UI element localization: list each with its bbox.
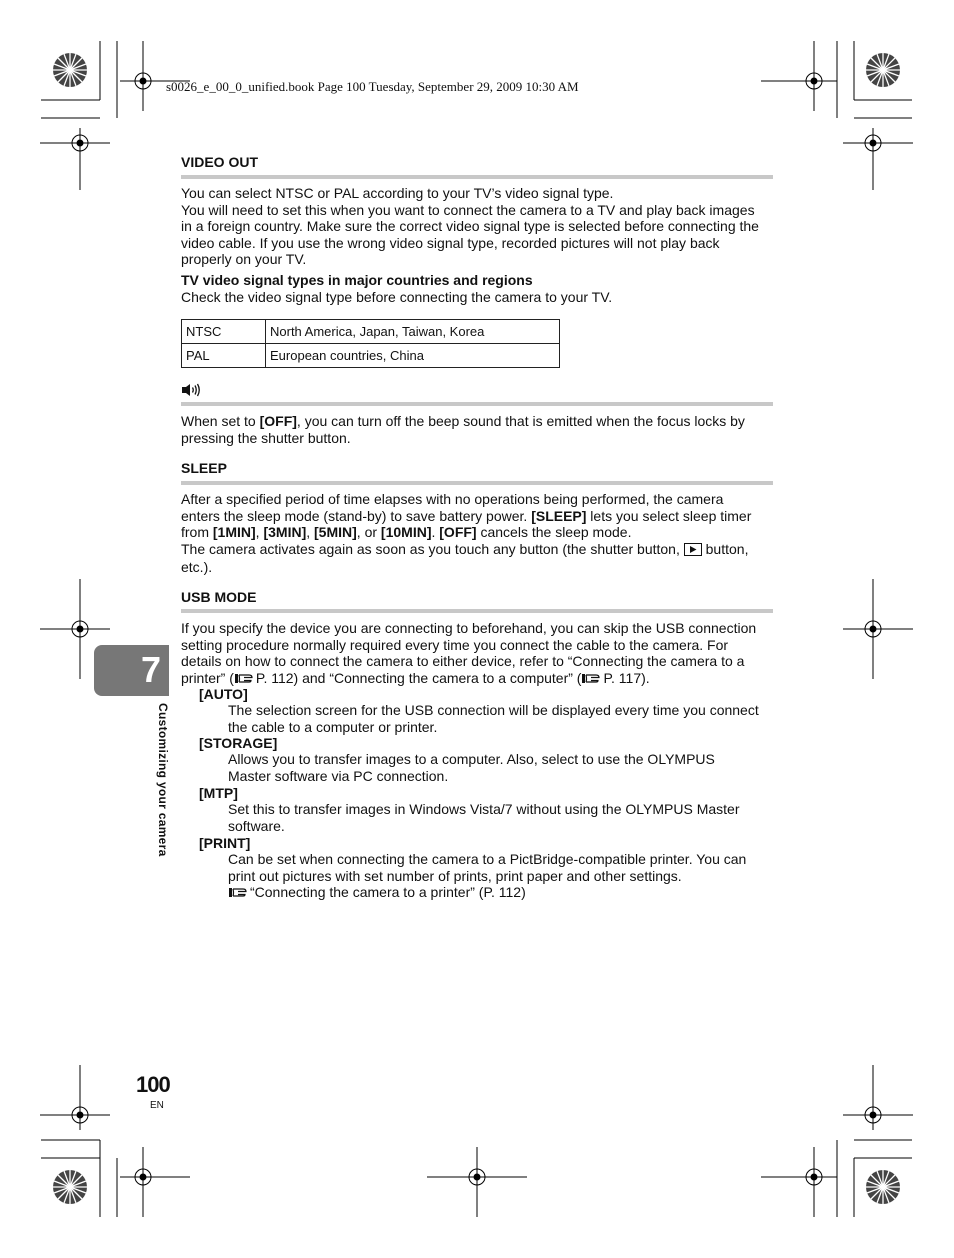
chapter-title: Customizing your camera: [156, 703, 170, 857]
book-info-line: s0026_e_00_0_unified.book Page 100 Tuesday, September 29, 2009 10:30 AM: [166, 79, 579, 94]
text-line: video cable. If you use the wrong video signal type, recorded pictures will not play back: [181, 234, 720, 251]
beep-sound-icon: [181, 383, 203, 402]
option-10min: [10MIN]: [380, 524, 432, 541]
option-5min: [5MIN]: [314, 524, 357, 541]
table-cell-regions: North America, Japan, Taiwan, Korea: [266, 320, 560, 344]
text-run: cancels the sleep mode.: [476, 524, 632, 541]
table-row: [182, 344, 560, 368]
text-line: Allows you to transfer images to a computer. Also, select to use the OLYMPUS: [228, 751, 715, 767]
text-line: You will need to set this when you want to connect the camera to a TV and play back images: [181, 201, 755, 218]
page-number: 100: [136, 1072, 170, 1097]
usb-option-auto-description: [228, 702, 778, 735]
option-off: [OFF]: [439, 524, 477, 541]
text-line: Can be set when connecting the camera to a PictBridge-compatible printer. You can: [228, 851, 747, 867]
signal-types-subheading: TV video signal types in major countries and regions: [181, 272, 533, 288]
page-reference-icon: [581, 672, 603, 689]
text-line: If you specify the device you are connecting to beforehand, you can skip the USB connection: [181, 620, 757, 636]
table-row: [182, 320, 560, 344]
section-heading-video-out: VIDEO OUT: [181, 154, 259, 170]
beep-description: [181, 413, 777, 446]
usb-option-mtp-label: [MTP]: [199, 785, 238, 801]
text-line: Set this to transfer images in Windows Vista/7 without using the OLYMPUS Master: [228, 801, 740, 817]
table-cell-type: NTSC: [182, 320, 266, 344]
text-run: from: [181, 524, 213, 541]
text-line: setting procedure normally required every time you connect the cable to the camera. For: [181, 636, 729, 653]
text-line: print out pictures with set number of prints, print paper and other settings.: [228, 867, 682, 884]
text-run: enters the sleep mode (stand-by) to save battery power.: [181, 507, 532, 524]
option-1min: [1MIN]: [212, 524, 256, 541]
text-run: , or: [356, 524, 381, 541]
section-heading-usb-mode: USB MODE: [181, 589, 257, 605]
text-line: the cable to a computer or printer.: [228, 718, 438, 735]
text-run: lets you select sleep timer: [586, 507, 752, 524]
text-line: After a specified period of time elapses with no operations being performed, the camera: [181, 491, 724, 507]
usb-option-storage-description: [228, 751, 778, 784]
playback-button-icon: [684, 543, 702, 560]
page-reference-icon: [228, 886, 250, 903]
section-rule: [181, 402, 773, 406]
text-line: You can select NTSC or PAL according to your TV’s video signal type.: [181, 185, 614, 201]
section-rule: [181, 481, 773, 485]
signal-types-note: Check the video signal type before connecting the camera to your TV.: [181, 289, 613, 305]
usb-mode-description: [181, 620, 777, 688]
text-run: button,: [701, 540, 749, 557]
signal-type-table: [181, 319, 560, 368]
text-line: details on how to connect the camera to either device, refer to “Connecting the camera to a: [181, 653, 745, 670]
usb-option-mtp-description: [228, 801, 778, 834]
text-run: .: [431, 524, 440, 541]
language-code: EN: [150, 1100, 164, 1111]
usb-option-auto-label: [AUTO]: [199, 686, 248, 702]
text-line: Master software via PC connection.: [228, 767, 449, 784]
text-run: ,: [255, 524, 264, 541]
text-line: etc.).: [181, 559, 213, 576]
chapter-tab: [94, 645, 169, 696]
print-reference: “Connecting the camera to a printer” (P. 112): [250, 884, 526, 901]
section-heading-sleep: SLEEP: [181, 460, 227, 476]
text-run: ,: [306, 524, 315, 541]
section-rule: [181, 175, 773, 179]
usb-option-print-description: [228, 851, 778, 903]
text-line: properly on your TV.: [181, 251, 307, 268]
video-out-description: [181, 185, 777, 268]
option-3min: [3MIN]: [263, 524, 307, 541]
text-run: printer” (: [181, 669, 234, 686]
text-run: P. 112) and “Connecting the camera to a computer” (: [255, 669, 582, 686]
chapter-number: 7: [140, 649, 161, 690]
usb-option-storage-label: [STORAGE]: [199, 735, 278, 751]
text-line: pressing the shutter button.: [181, 429, 351, 446]
usb-option-print-label: [PRINT]: [199, 835, 251, 851]
text-line: in a foreign country. Make sure the correct video signal type is selected before connecting the: [181, 218, 759, 235]
section-rule: [181, 609, 773, 613]
text-run: , you can turn off the beep sound that is emitted when the focus locks by: [296, 413, 745, 429]
option-off: [OFF]: [259, 413, 297, 429]
text-run: The camera activates again as soon as you touch any button (the shutter button,: [181, 540, 684, 557]
table-cell-regions: European countries, China: [266, 344, 560, 368]
text-run: P. 117).: [603, 669, 650, 686]
sleep-description: [181, 491, 777, 576]
text-line: software.: [228, 817, 285, 834]
table-cell-type: PAL: [182, 344, 266, 368]
text-run: When set to: [181, 413, 260, 429]
option-sleep: [SLEEP]: [531, 507, 587, 524]
text-line: The selection screen for the USB connection will be displayed every time you connect: [228, 702, 759, 718]
